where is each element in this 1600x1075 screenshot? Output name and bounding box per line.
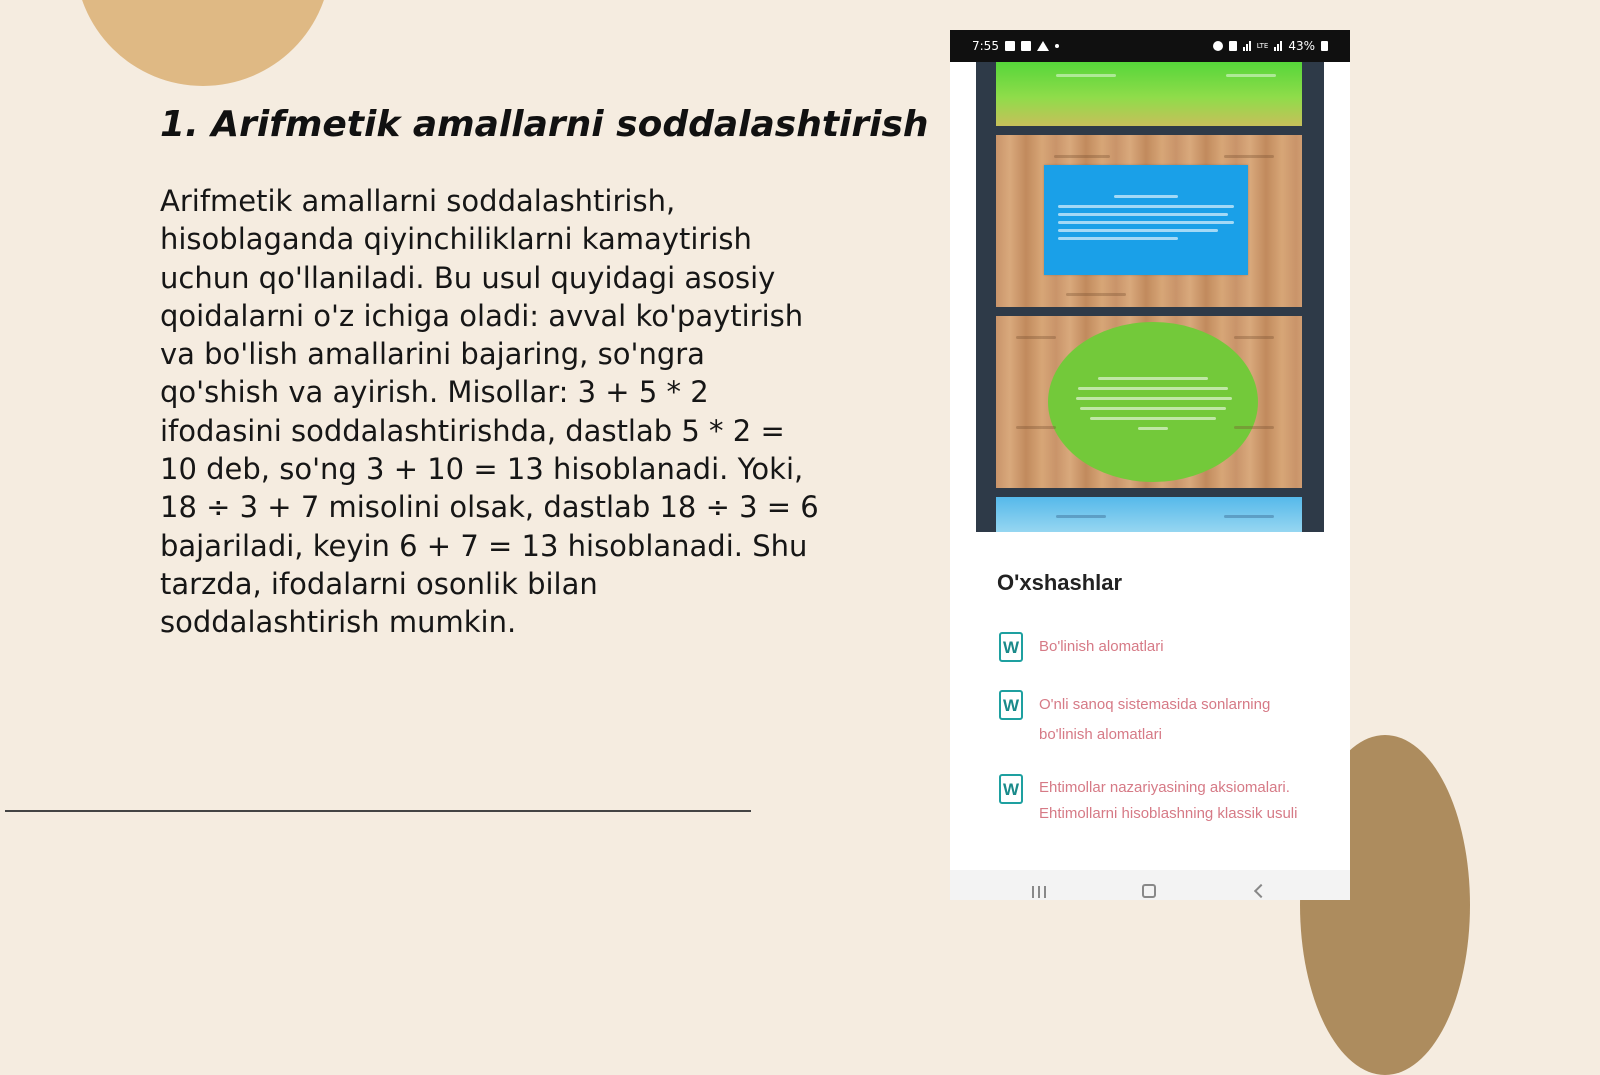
slide-body-text: Arifmetik amallarni soddalashtirish, hisoblaganda qiyinchiliklarni kamaytirish uchun qo'llaniladi. Bu usul quyidagi asosiy qoidalarni o'z ichiga oladi: avval ko'paytirish va bo'lish amallarini bajaring, so'ngra qo'shish va ayirish. Misollar: 3 + 5 * 2 ifodasini soddalashtirishda, dastlab 5 * 2 = 10 deb, so'ng 3 + 10 = 13 hisoblanadi. Yoki, 18 ÷ 3 + 7 misolini olsak, dastlab 18 ÷ 3 = 6 bajariladi, keyin 6 + 7 = 13 hisoblanadi. Shu tarzda, ifodalarni osonlik bilan soddalashtirish mumkin. — [160, 184, 819, 640]
word-doc-icon: W — [999, 690, 1023, 720]
preview-slide-wood-blue — [996, 135, 1302, 307]
similar-doc-item[interactable] — [997, 632, 1309, 666]
preview-blue-card — [1044, 165, 1248, 275]
document-preview[interactable] — [976, 62, 1324, 532]
preview-green-oval — [1048, 322, 1258, 482]
signal-icon — [1274, 41, 1282, 51]
slide-title: 1. Arifmetik amallarni soddalashtirish — [160, 104, 929, 145]
home-icon[interactable] — [1142, 884, 1156, 898]
status-time: 7:55 — [972, 39, 999, 53]
preview-slide-green — [996, 62, 1302, 126]
preview-slide-blue — [996, 497, 1302, 532]
similar-doc-item[interactable] — [997, 774, 1309, 826]
alarm-icon — [1213, 41, 1223, 51]
check-icon — [1021, 41, 1031, 51]
preview-slide-wood-green — [996, 316, 1302, 488]
network-type: LTE — [1256, 41, 1269, 50]
divider-line — [5, 810, 751, 812]
similar-doc-item[interactable] — [997, 690, 1309, 750]
phone-screenshot — [950, 30, 1350, 900]
recent-apps-icon[interactable] — [1030, 884, 1050, 900]
status-bar — [950, 30, 1350, 62]
battery-percent: 43% — [1288, 39, 1315, 53]
similar-heading: O'xshashlar — [997, 570, 1123, 595]
decorative-circle-top — [75, 0, 331, 86]
wifi-signal-icon — [1243, 41, 1251, 51]
back-icon[interactable] — [1250, 884, 1270, 900]
notification-dot-icon — [1055, 44, 1059, 48]
similar-doc-link[interactable]: O'nli sanoq sistemasida sonlarning bo'linish alomatlari — [1039, 696, 1271, 743]
similar-doc-link[interactable]: Bo'linish alomatlari — [1039, 638, 1164, 655]
mute-icon — [1229, 41, 1237, 51]
warning-icon — [1037, 41, 1049, 51]
battery-icon — [1321, 41, 1328, 51]
similar-doc-link[interactable]: Ehtimollar nazariyasining aksiomalari. Ehtimollarni hisoblashning klassik usuli — [1039, 779, 1298, 822]
gallery-icon — [1005, 41, 1015, 51]
word-doc-icon: W — [999, 774, 1023, 804]
android-nav-bar — [950, 870, 1350, 900]
word-doc-icon: W — [999, 632, 1023, 662]
